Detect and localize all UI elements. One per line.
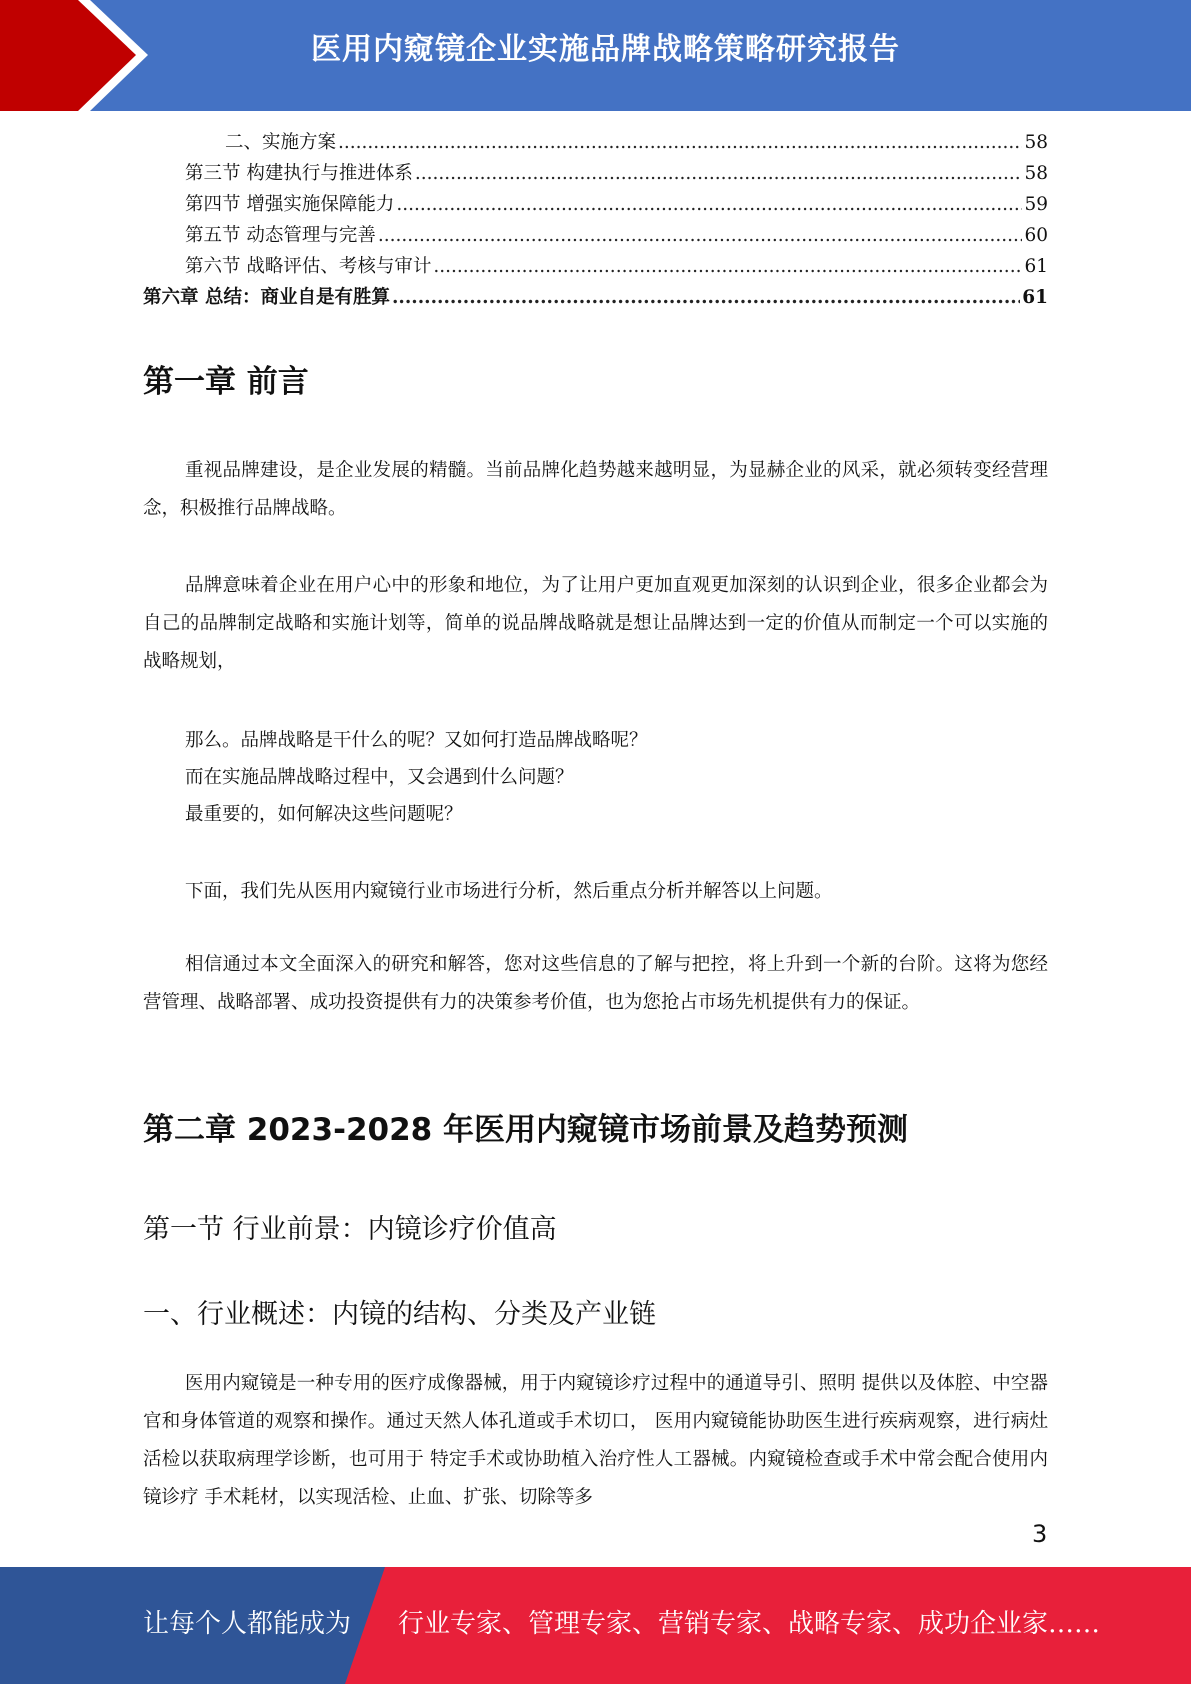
page-number: 3	[1032, 1520, 1048, 1548]
page-header	[0, 0, 1191, 111]
toc-leader-dots	[338, 132, 1022, 153]
toc-entry-label: 第五节 动态管理与完善	[185, 225, 376, 246]
toc-entry-page: 58	[1024, 163, 1048, 184]
toc-entry[interactable]	[143, 159, 1048, 190]
toc-entry-label: 第三节 构建执行与推进体系	[185, 163, 413, 184]
toc-leader-dots	[392, 287, 1020, 308]
page-footer	[0, 1567, 1191, 1684]
toc-entry-page: 58	[1024, 132, 1048, 153]
toc-entry-page: 60	[1024, 225, 1048, 246]
toc-leader-dots	[396, 194, 1022, 215]
toc-entry-label: 二、实施方案	[225, 132, 337, 153]
chapter-1-paragraph-4: 相信通过本文全面深入的研究和解答，您对这些信息的了解与把控，将上升到一个新的台阶。这将为您经营管理、战略部署、成功投资提供有力的决策参考价值，也为您抢占市场先机提供有力的保证。	[143, 954, 1048, 1013]
toc-entry[interactable]	[143, 190, 1048, 221]
chapter-1-heading: 第一章 前言	[143, 364, 309, 400]
section-heading: 第一节 行业前景：内镜诊疗价值高	[143, 1214, 557, 1245]
footer-slogan-left: 让每个人都能成为	[143, 1609, 352, 1639]
toc-entry-chapter[interactable]	[143, 283, 1048, 314]
toc-entry-page: 59	[1024, 194, 1048, 215]
chapter-1-paragraph-2: 品牌意味着企业在用户心中的形象和地位，为了让用户更加直观更加深刻的认识到企业，很多企业都会为自己的品牌制定战略和实施计划等，简单的说品牌战略就是想让品牌达到一定的价值从而制定一个可以实施的战略规划，	[143, 575, 1048, 672]
chapter-1-paragraph-3: 下面，我们先从医用内窥镜行业市场进行分析，然后重点分析并解答以上问题。	[185, 881, 833, 902]
chapter-2-heading: 第二章 2023-2028 年医用内窥镜市场前景及趋势预测	[143, 1112, 909, 1148]
subsection-heading: 一、行业概述：内镜的结构、分类及产业链	[143, 1299, 656, 1330]
footer-slogan-right: 行业专家、管理专家、营销专家、战略专家、成功企业家……	[398, 1609, 1101, 1639]
toc-leader-dots	[433, 256, 1022, 277]
toc-leader-dots	[415, 163, 1023, 184]
chapter-1-question-2: 而在实施品牌战略过程中，又会遇到什么问题？	[185, 767, 574, 788]
document-title: 医用内窥镜企业实施品牌战略策略研究报告	[311, 32, 900, 67]
toc-entry[interactable]	[143, 221, 1048, 252]
table-of-contents	[143, 128, 1048, 314]
toc-entry-label: 第六章 总结：商业自是有胜算	[143, 287, 390, 308]
toc-entry-label: 第四节 增强实施保障能力	[185, 194, 395, 215]
chapter-2-paragraph-1: 医用内窥镜是一种专用的医疗成像器械，用于内窥镜诊疗过程中的通道导引、照明 提供以及体腔、中空器官和身体管道的观察和操作。通过天然人体孔道或手术切口， 医用内窥镜能协助医生进行疾病观察，进行病灶活检以获取病理学诊断，也可用于 特定手术或协助植入治疗性人工器械。内窥镜检查或手术中常会配合使用内镜诊疗 手术耗材，以实现活检、止血、扩张、切除等多	[143, 1373, 1048, 1508]
toc-entry-label: 第六节 战略评估、考核与审计	[185, 256, 432, 277]
chapter-1-question-1: 那么。品牌战略是干什么的呢？又如何打造品牌战略呢？	[185, 730, 648, 751]
chapter-1-paragraph-1: 重视品牌建设，是企业发展的精髓。当前品牌化趋势越来越明显，为显赫企业的风采，就必须转变经营理念，积极推行品牌战略。	[143, 460, 1048, 519]
chapter-1-question-3: 最重要的，如何解决这些问题呢？	[185, 804, 463, 825]
toc-entry[interactable]	[143, 252, 1048, 283]
toc-entry-page: 61	[1024, 256, 1048, 277]
toc-entry[interactable]	[143, 128, 1048, 159]
toc-entry-page: 61	[1022, 287, 1048, 308]
toc-leader-dots	[378, 225, 1023, 246]
